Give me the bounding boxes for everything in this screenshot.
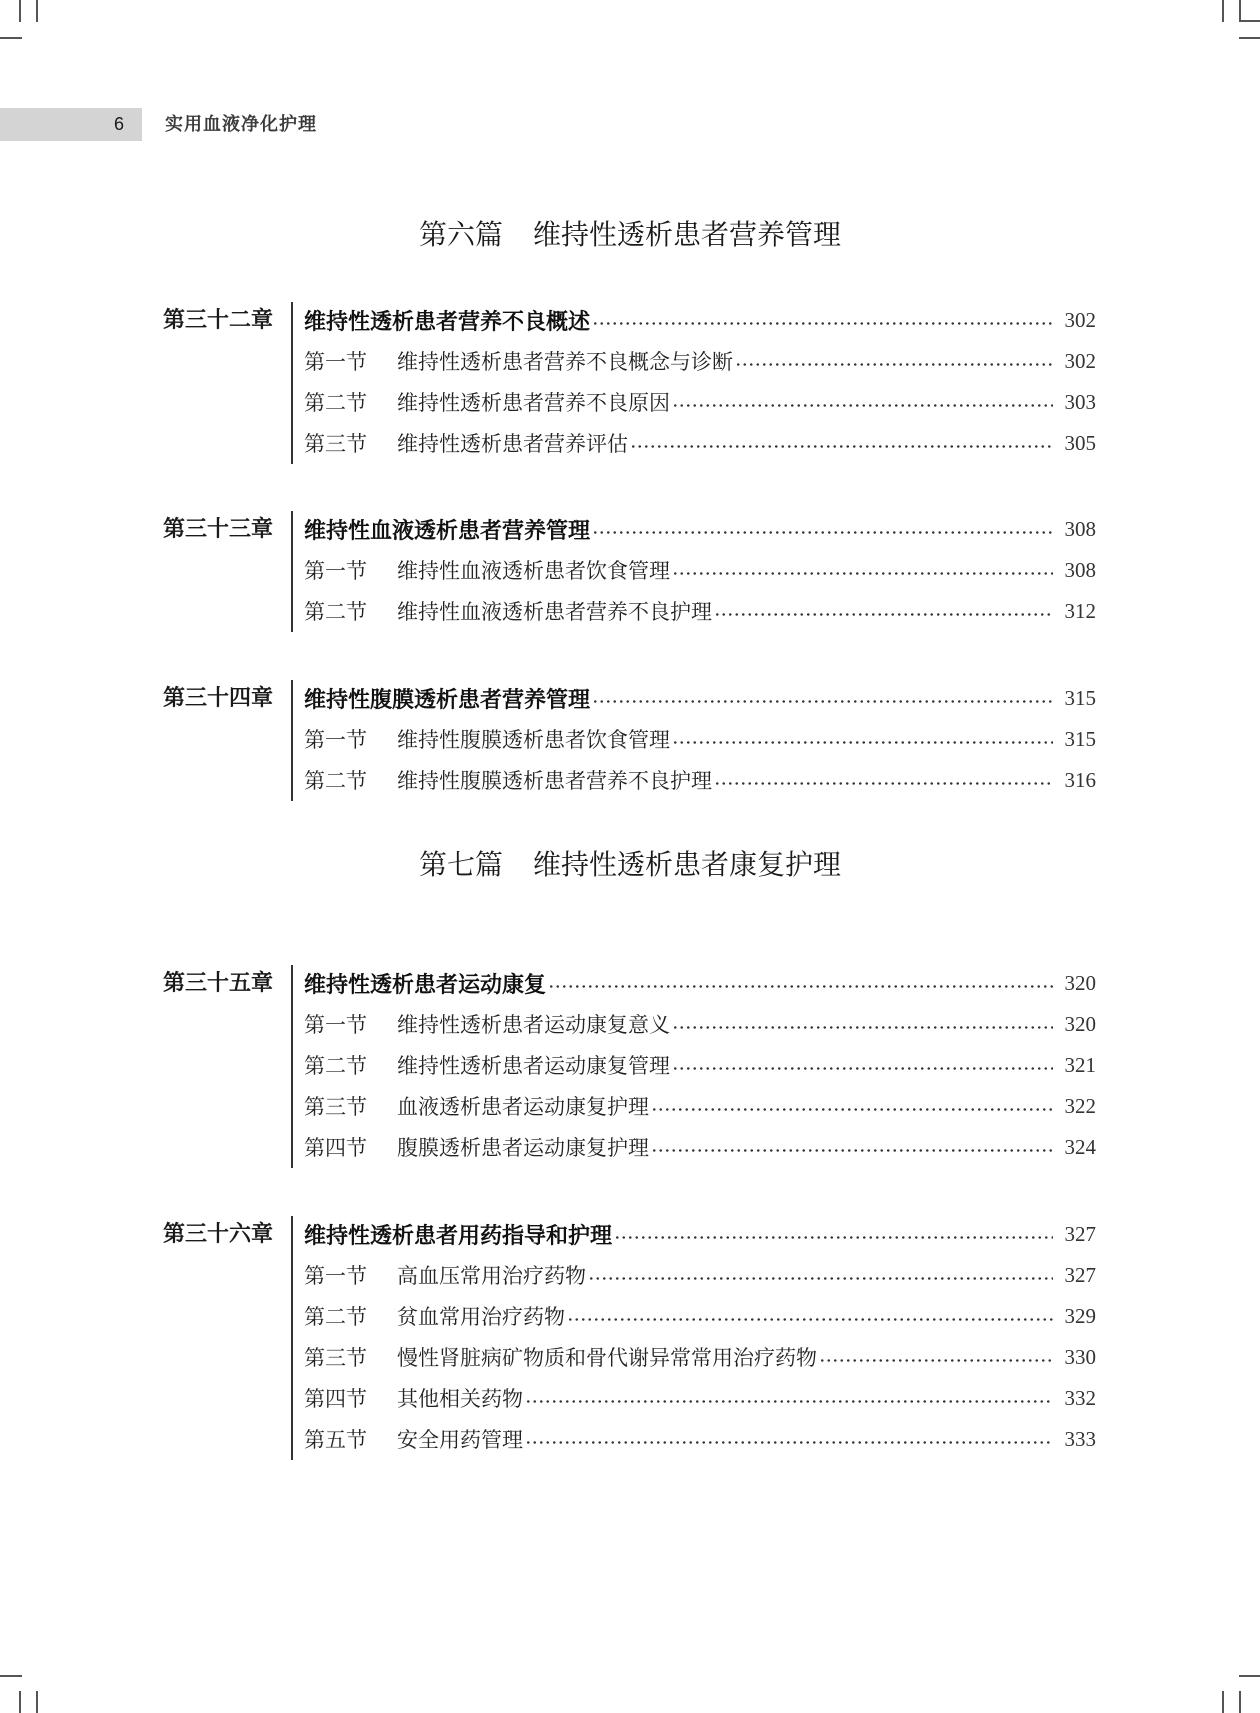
book-title: 实用血液净化护理 [165, 114, 317, 135]
leader-dots [672, 572, 1053, 575]
crop-mark [0, 1675, 22, 1677]
crop-mark [36, 0, 38, 22]
leader-dots [819, 1359, 1053, 1362]
page-ref: 316 [1064, 767, 1096, 792]
crop-mark [1222, 1691, 1224, 1713]
section-label: 第三节 [304, 1346, 367, 1370]
page-ref: 330 [1064, 1344, 1096, 1369]
leader-dots [672, 1026, 1053, 1029]
chapter-divider [291, 680, 293, 801]
toc-chapter-entry[interactable] [304, 1214, 1096, 1254]
page-ref: 302 [1064, 348, 1096, 373]
section-title: 维持性透析患者运动康复管理 [397, 1054, 670, 1078]
section-label: 第四节 [304, 1387, 367, 1411]
chapter-label: 第三十五章 [163, 970, 274, 996]
page-ref: 315 [1064, 726, 1096, 751]
chapter-label: 第三十六章 [163, 1221, 274, 1247]
leader-dots [672, 741, 1053, 744]
chapter-title: 维持性透析患者运动康复 [304, 971, 547, 998]
page-ref: 320 [1064, 970, 1096, 995]
section-title: 贫血常用治疗药物 [397, 1305, 565, 1329]
part-label: 第六篇 [418, 218, 503, 251]
page-number: 6 [113, 114, 124, 134]
part-label: 第七篇 [418, 848, 503, 881]
leader-dots [714, 782, 1053, 785]
toc-chapter-entry[interactable] [304, 300, 1096, 340]
chapter-divider [291, 511, 293, 632]
crop-mark [1239, 0, 1241, 22]
crop-mark [1239, 1675, 1260, 1677]
toc-section-entry[interactable] [304, 341, 1096, 381]
page-ref: 332 [1064, 1385, 1096, 1410]
section-label: 第一节 [304, 728, 367, 752]
leader-dots [714, 613, 1053, 616]
toc-section-entry[interactable] [304, 423, 1096, 463]
section-title: 维持性腹膜透析患者营养不良护理 [397, 769, 712, 793]
page-ref: 312 [1064, 598, 1096, 623]
toc-chapter-entry[interactable] [304, 678, 1096, 718]
section-title: 维持性透析患者营养评估 [397, 432, 628, 456]
crop-mark [1239, 20, 1260, 22]
section-label: 第二节 [304, 600, 367, 624]
toc-section-entry[interactable] [304, 382, 1096, 422]
section-title: 维持性腹膜透析患者饮食管理 [397, 728, 670, 752]
leader-dots [672, 1067, 1053, 1070]
section-label: 第三节 [304, 1095, 367, 1119]
section-title: 维持性透析患者营养不良原因 [397, 391, 670, 415]
toc-section-entry[interactable] [304, 1045, 1096, 1085]
leader-dots [630, 445, 1053, 448]
section-title: 慢性肾脏病矿物质和骨代谢异常常用治疗药物 [397, 1346, 817, 1370]
section-title: 血液透析患者运动康复护理 [397, 1095, 649, 1119]
leader-dots [567, 1318, 1053, 1321]
page-ref: 327 [1064, 1221, 1096, 1246]
leader-dots [525, 1441, 1053, 1444]
chapter-label: 第三十三章 [163, 516, 274, 542]
toc-section-entry[interactable] [304, 760, 1096, 800]
chapter-title: 维持性透析患者用药指导和护理 [304, 1222, 613, 1249]
crop-mark [1222, 0, 1224, 22]
page-ref: 308 [1064, 516, 1096, 541]
part-title [0, 215, 1260, 255]
section-label: 第三节 [304, 432, 367, 456]
toc-section-entry[interactable] [304, 1419, 1096, 1459]
crop-mark [0, 37, 22, 39]
chapter-label: 第三十二章 [163, 307, 274, 333]
leader-dots [525, 1400, 1053, 1403]
section-title: 安全用药管理 [397, 1428, 523, 1452]
crop-mark [36, 1691, 38, 1713]
toc-section-entry[interactable] [304, 719, 1096, 759]
toc-section-entry[interactable] [304, 1127, 1096, 1167]
chapter-title: 维持性腹膜透析患者营养管理 [304, 686, 591, 713]
page-ref: 308 [1064, 557, 1096, 582]
part-name: 维持性透析患者康复护理 [533, 848, 842, 881]
section-label: 第一节 [304, 1013, 367, 1037]
section-label: 第四节 [304, 1136, 367, 1160]
toc-section-entry[interactable] [304, 1296, 1096, 1336]
crop-mark [19, 1691, 21, 1713]
page-ref: 302 [1064, 307, 1096, 332]
chapter-title: 维持性血液透析患者营养管理 [304, 517, 591, 544]
chapter-divider [291, 965, 293, 1168]
chapter-divider [291, 302, 293, 464]
crop-mark [19, 0, 21, 22]
part-title [0, 845, 1260, 885]
toc-chapter-entry[interactable] [304, 509, 1096, 549]
leader-dots [592, 322, 1052, 325]
page-ref: 329 [1064, 1303, 1096, 1328]
toc-section-entry[interactable] [304, 591, 1096, 631]
section-title: 高血压常用治疗药物 [397, 1264, 586, 1288]
crop-mark [1239, 1691, 1241, 1713]
section-label: 第二节 [304, 1054, 367, 1078]
section-title: 维持性透析患者营养不良概念与诊断 [397, 350, 733, 374]
section-label: 第五节 [304, 1428, 367, 1452]
leader-dots [651, 1108, 1053, 1111]
section-title: 其他相关药物 [397, 1387, 523, 1411]
page-ref: 303 [1064, 389, 1096, 414]
toc-section-entry[interactable] [304, 550, 1096, 590]
page-ref: 324 [1064, 1134, 1096, 1159]
leader-dots [651, 1149, 1053, 1152]
section-title: 维持性血液透析患者饮食管理 [397, 559, 670, 583]
page-ref: 320 [1064, 1011, 1096, 1036]
section-label: 第一节 [304, 559, 367, 583]
page-ref: 322 [1064, 1093, 1096, 1118]
section-title: 维持性透析患者运动康复意义 [397, 1013, 670, 1037]
toc-section-entry[interactable] [304, 1378, 1096, 1418]
chapter-title: 维持性透析患者营养不良概述 [304, 308, 591, 335]
page-ref: 315 [1064, 685, 1096, 710]
section-title: 维持性血液透析患者营养不良护理 [397, 600, 712, 624]
chapter-label: 第三十四章 [163, 685, 274, 711]
leader-dots [672, 404, 1053, 407]
page-ref: 305 [1064, 430, 1096, 455]
section-title: 腹膜透析患者运动康复护理 [397, 1136, 649, 1160]
leader-dots [614, 1236, 1052, 1239]
toc-chapter-entry[interactable] [304, 963, 1096, 1003]
page-ref: 333 [1064, 1426, 1096, 1451]
toc-section-entry[interactable] [304, 1086, 1096, 1126]
page-ref: 321 [1064, 1052, 1096, 1077]
toc-section-entry[interactable] [304, 1255, 1096, 1295]
leader-dots [735, 363, 1053, 366]
toc-section-entry[interactable] [304, 1337, 1096, 1377]
chapter-divider [291, 1216, 293, 1460]
section-label: 第一节 [304, 1264, 367, 1288]
section-label: 第二节 [304, 1305, 367, 1329]
leader-dots [588, 1277, 1053, 1280]
section-label: 第一节 [304, 350, 367, 374]
page-ref: 327 [1064, 1262, 1096, 1287]
crop-mark [1239, 37, 1260, 39]
section-label: 第二节 [304, 391, 367, 415]
toc-section-entry[interactable] [304, 1004, 1096, 1044]
section-label: 第二节 [304, 769, 367, 793]
leader-dots [592, 531, 1052, 534]
leader-dots [592, 700, 1052, 703]
part-name: 维持性透析患者营养管理 [533, 218, 842, 251]
leader-dots [548, 985, 1052, 988]
